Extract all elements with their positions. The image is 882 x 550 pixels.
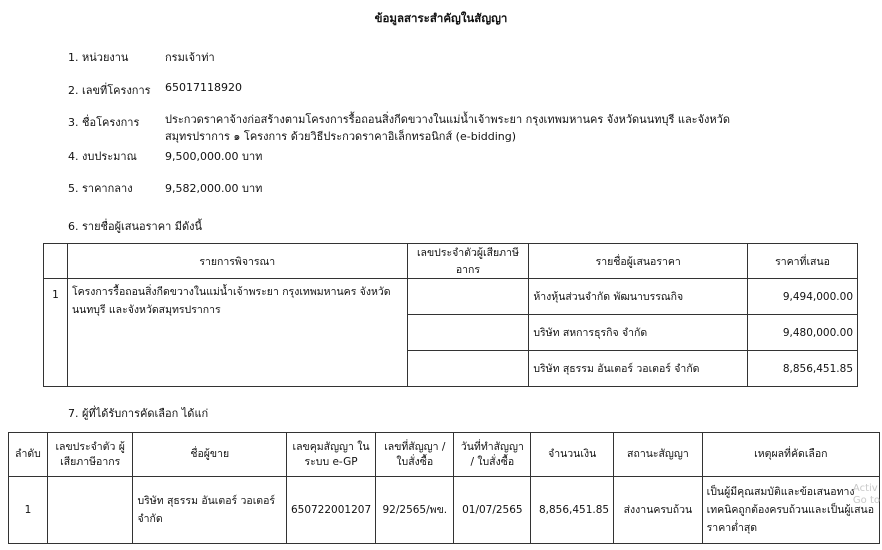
project-number-value: 65017118920 bbox=[165, 81, 242, 94]
selection-reason-cell: เป็นผู้มีคุณสมบัติและข้อเสนอทางเทคนิคถูกต้องครบถ้วนและเป็นผู้เสนอราคาต่ำสุด bbox=[702, 477, 879, 544]
agency-label: 1. หน่วยงาน bbox=[68, 51, 129, 64]
header-contract-status: สถานะสัญญา bbox=[614, 433, 703, 477]
item-description: โครงการรื้อถอนสิ่งกีดขวางในแม่น้ำเจ้าพระยา กรุงเทพมหานคร จังหวัดนนทบุรี และจังหวัดสมุทรปราการ bbox=[67, 279, 407, 387]
bidder-name-cell: บริษัท สหการธุรกิจ จำกัด bbox=[529, 315, 748, 351]
selected-heading: 7. ผู้ที่ได้รับการคัดเลือก ได้แก่ bbox=[68, 407, 209, 420]
bidders-table bbox=[43, 243, 858, 387]
header-consideration: รายการพิจารณา bbox=[67, 244, 407, 279]
budget-value: 9,500,000.00 บาท bbox=[165, 150, 263, 163]
budget-label: 4. งบประมาณ bbox=[68, 150, 137, 163]
header-amount: จำนวนเงิน bbox=[531, 433, 614, 477]
offer-price-cell: 9,494,000.00 bbox=[748, 279, 858, 315]
tax-id-cell bbox=[407, 315, 529, 351]
item-number: 1 bbox=[44, 279, 68, 387]
header-tax-id: เลขประจำตัว ผู้เสียภาษีอากร bbox=[47, 433, 133, 477]
contract-date-cell: 01/07/2565 bbox=[454, 477, 531, 544]
vendor-name-cell: บริษัท สุธรรม อันเตอร์ วอเตอร์ จำกัด bbox=[133, 477, 286, 544]
contract-status-cell: ส่งงานครบถ้วน bbox=[614, 477, 703, 544]
offer-price-cell: 8,856,451.85 bbox=[748, 351, 858, 387]
watermark-line-1: Activ bbox=[852, 483, 878, 494]
header-tax-id: เลขประจำตัวผู้เสียภาษีอากร bbox=[407, 244, 529, 279]
tax-id-cell bbox=[47, 477, 133, 544]
document-title: ข้อมูลสาระสำคัญในสัญญา bbox=[374, 11, 508, 25]
egp-number-cell: 650722001207 bbox=[286, 477, 375, 544]
header-bidder-name: รายชื่อผู้เสนอราคา bbox=[529, 244, 748, 279]
header-order: ลำดับ bbox=[9, 433, 48, 477]
selected-vendor-table bbox=[8, 432, 880, 544]
bidder-name-cell: บริษัท สุธรรม อันเตอร์ วอเตอร์ จำกัด bbox=[529, 351, 748, 387]
amount-cell: 8,856,451.85 bbox=[531, 477, 614, 544]
header-blank bbox=[44, 244, 68, 279]
header-selection-reason: เหตุผลที่คัดเลือก bbox=[702, 433, 879, 477]
median-price-label: 5. ราคากลาง bbox=[68, 182, 133, 195]
watermark-line-2: Go to bbox=[852, 495, 880, 506]
tax-id-cell bbox=[407, 351, 529, 387]
project-name-value: ประกวดราคาจ้างก่อสร้างตามโครงการรื้อถอนสิ่งกีดขวางในแม่น้ำเจ้าพระยา กรุงเทพมหานคร จังหวัดนนทบุรี และจังหวัดสมุทรปราการ ๑ โครงการ ด้วยวิธีประกวดราคาอิเล็กทรอนิกส์ (e-bidding) bbox=[165, 113, 730, 143]
tax-id-cell bbox=[407, 279, 529, 315]
project-name-label: 3. ชื่อโครงการ bbox=[68, 116, 140, 129]
bidders-heading: 6. รายชื่อผู้เสนอราคา มีดังนี้ bbox=[68, 220, 203, 233]
header-offer-price: ราคาที่เสนอ bbox=[748, 244, 858, 279]
contract-number-cell: 92/2565/พข. bbox=[376, 477, 454, 544]
offer-price-cell: 9,480,000.00 bbox=[748, 315, 858, 351]
activation-watermark bbox=[853, 483, 880, 507]
header-contract-number: เลขที่สัญญา / ใบสั่งซื้อ bbox=[376, 433, 454, 477]
table-row bbox=[9, 477, 880, 544]
header-contract-date: วันที่ทำสัญญา / ใบสั่งซื้อ bbox=[454, 433, 531, 477]
table-row bbox=[44, 279, 858, 315]
order-cell: 1 bbox=[9, 477, 48, 544]
agency-value: กรมเจ้าท่า bbox=[165, 51, 215, 64]
header-egp-number: เลขคุมสัญญา ในระบบ e-GP bbox=[286, 433, 375, 477]
bidders-header-row bbox=[44, 244, 858, 279]
median-price-value: 9,582,000.00 บาท bbox=[165, 182, 263, 195]
selected-header-row bbox=[9, 433, 880, 477]
project-number-label: 2. เลขที่โครงการ bbox=[68, 84, 151, 97]
header-vendor-name: ชื่อผู้ขาย bbox=[133, 433, 286, 477]
bidder-name-cell: ห้างหุ้นส่วนจำกัด พัฒนาบรรณกิจ bbox=[529, 279, 748, 315]
